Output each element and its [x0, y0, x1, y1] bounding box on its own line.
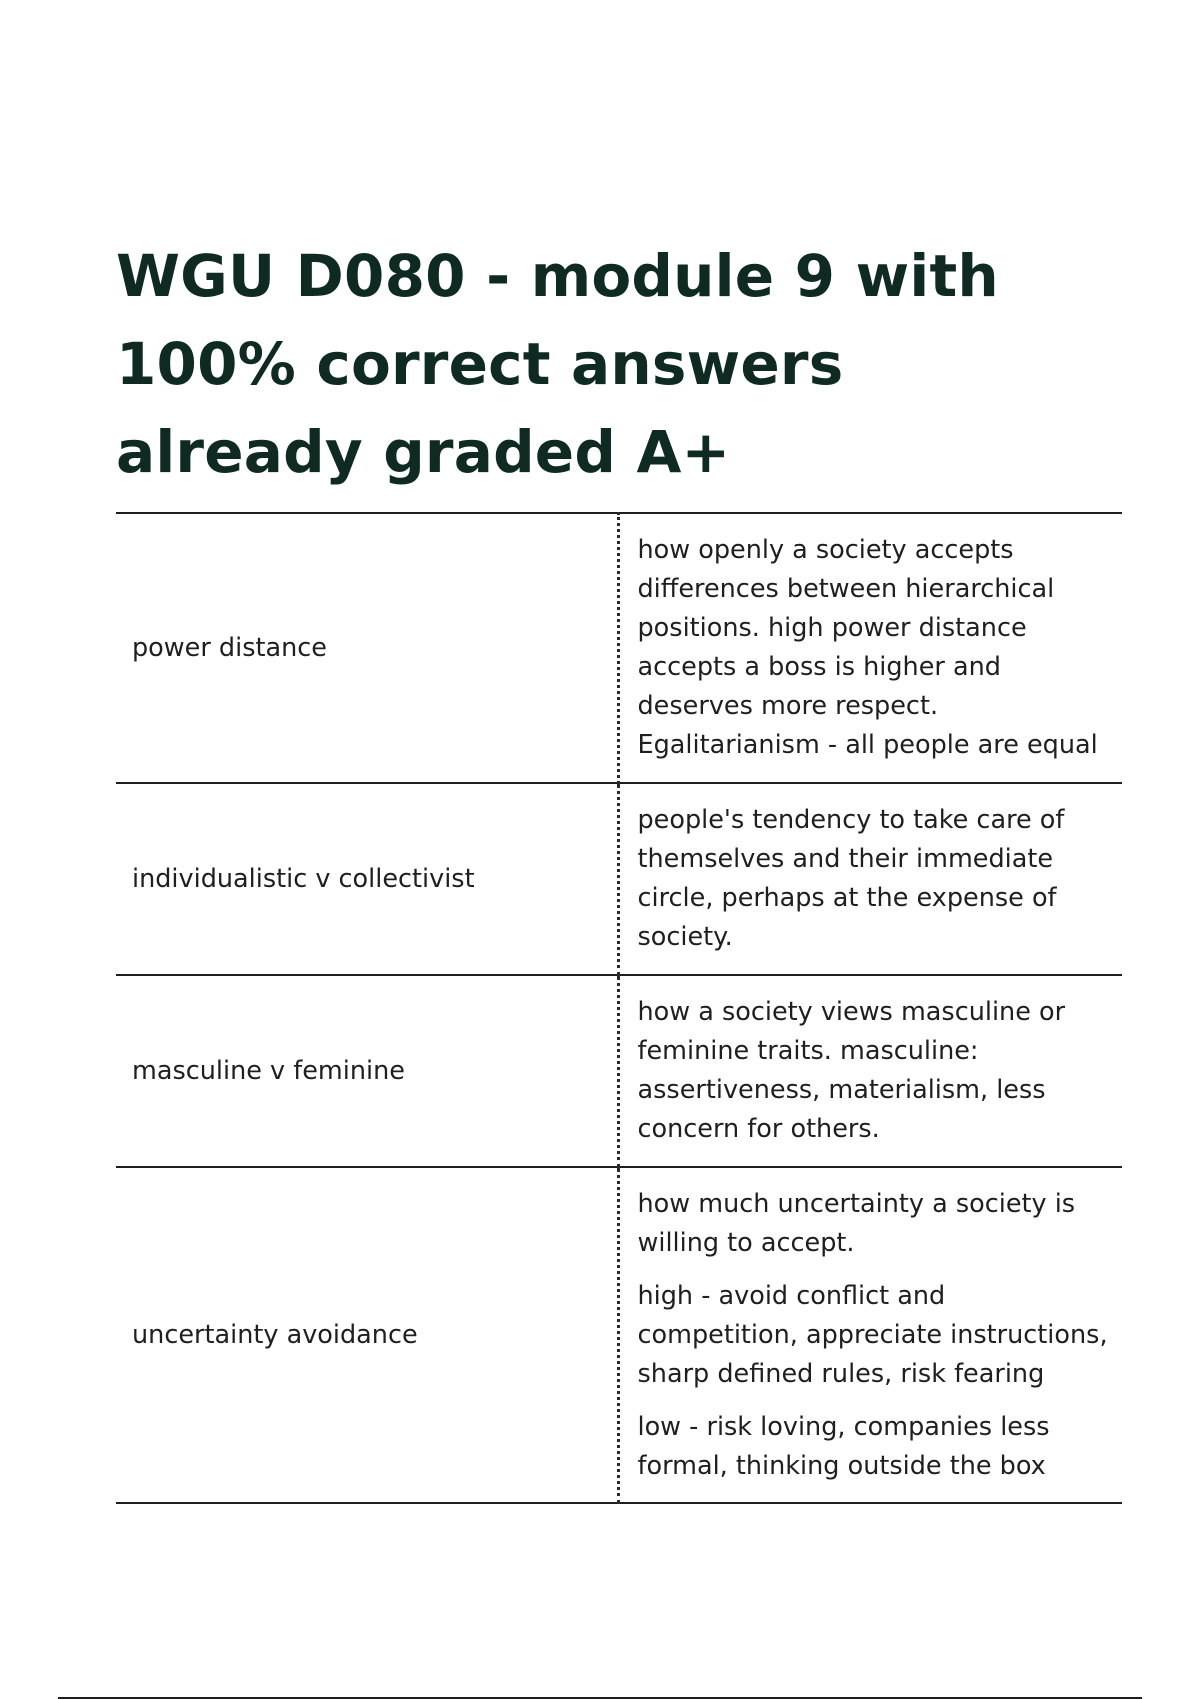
definition-cell	[618, 1167, 1122, 1503]
table-row	[116, 975, 1122, 1167]
document-title: WGU D080 - module 9 with 100% correct answers already graded A+	[116, 242, 999, 486]
table-row	[116, 1167, 1122, 1503]
term-cell: uncertainty avoidance	[132, 1319, 418, 1350]
term-cell: masculine v feminine	[132, 1055, 405, 1086]
term-cell: power distance	[132, 632, 327, 663]
definition-paragraph: how much uncertainty a society is willing to accept.	[637, 1188, 1076, 1258]
footer-divider	[58, 1697, 1142, 1699]
table-row	[116, 513, 1122, 783]
definition-cell	[618, 975, 1122, 1167]
definition-cell	[618, 513, 1122, 783]
definition-paragraph: people's tendency to take care of themselves and their immediate circle, perhaps at the expense of society.	[637, 805, 1065, 952]
term-definition-table	[116, 512, 1122, 1504]
table-row	[116, 783, 1122, 975]
definition-paragraph: high - avoid conflict and competition, appreciate instructions, sharp defined rules, risk fearing	[637, 1280, 1108, 1389]
term-cell: individualistic v collectivist	[132, 863, 475, 894]
definition-paragraph: how a society views masculine or feminine traits. masculine: assertiveness, materialism, less concern for others.	[637, 997, 1066, 1144]
definition-paragraph: how openly a society accepts differences between hierarchical positions. high power distance accepts a boss is higher and deserves more respect. Egalitarianism - all people are equal	[637, 535, 1098, 760]
definition-paragraph: low - risk loving, companies less formal, thinking outside the box	[637, 1411, 1050, 1481]
definition-cell	[618, 783, 1122, 975]
